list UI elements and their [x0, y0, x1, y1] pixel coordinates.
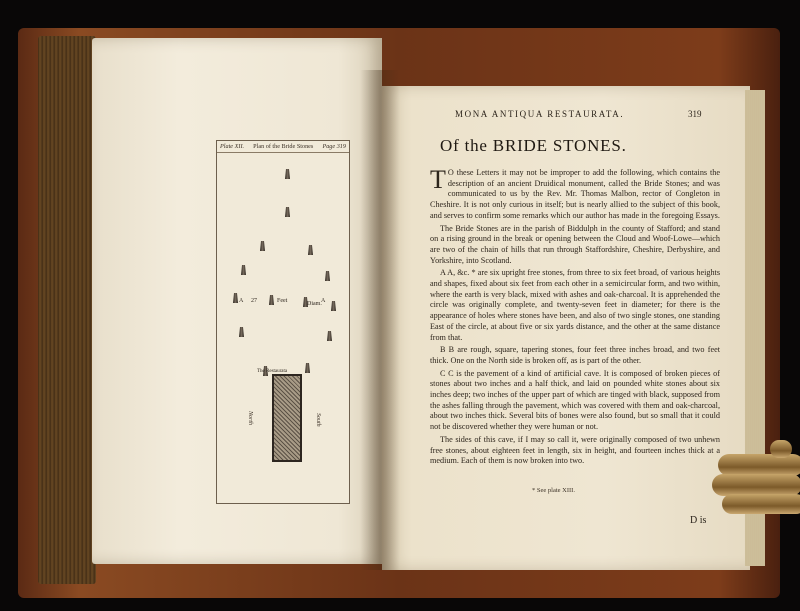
gutter-shadow	[360, 70, 400, 570]
plate-header	[217, 141, 349, 153]
stone	[239, 327, 244, 337]
paragraph: B B are rough, square, tapering stones, four feet three inches broad, and two feet thick. One on the North side is broken off, as is part of the other.	[430, 345, 720, 365]
running-head: MONA ANTIQUA RESTAURATA.	[455, 109, 625, 119]
stone	[269, 295, 274, 305]
label-a-left: A	[239, 298, 244, 304]
paragraph: C C is the pavement of a kind of artificial cave. It is composed of broken pieces of stones about two inches and a half thick, and laid on pounded white stones about six inches deep; two inches of the upper part of which are tinged with black, supposed from the ashes falling through the pavement, which was covered with them and oak-charcoal, about two inches thick. Several bits of bones were also found, but so small that it could not be discovered whether they were human or not.	[430, 368, 720, 432]
label-diameter: Diam.	[307, 301, 322, 307]
plate-title: Plan of the Bride Stones	[253, 143, 314, 150]
gilt-page-edge	[38, 36, 96, 584]
page-number: 319	[688, 109, 702, 119]
stone	[241, 265, 246, 275]
clip-bar	[770, 440, 792, 458]
stone	[308, 245, 313, 255]
paragraph-text: O these Letters it may not be improper to add the following, which contains the description of an ancient Druidical monument, called the Bride Stones; and was communicated to us by the Rev. Mr. Thomas Malbon, rector of Congleton in Cheshire. It is not only curious in itself; but is nearly allied to the subject of this book, and serves to confirm some remarks which our author has made in the foregoing Essays.	[430, 168, 720, 220]
footnote: * See plate XIII.	[532, 487, 575, 494]
label-a-right: A	[321, 298, 326, 304]
label-27: 27	[251, 298, 257, 304]
stone	[327, 331, 332, 341]
stone	[233, 293, 238, 303]
paragraph	[430, 165, 720, 222]
chapter-heading: Of the BRIDE STONES.	[440, 136, 627, 155]
label-feet: Feet	[277, 298, 288, 304]
clip-bar	[712, 474, 800, 496]
stone	[331, 301, 336, 311]
cave-pavement	[272, 374, 302, 462]
stone	[285, 169, 290, 179]
stone	[305, 363, 310, 373]
label-restaurata: The Restaurata	[257, 369, 288, 374]
drop-cap: T	[430, 165, 446, 194]
paragraph: The Bride Stones are in the parish of Biddulph in the county of Stafford; and stand on a rising ground in the break or opening between the Cloud and Woof-Lowe—which are two of the chain of hills that run through Staffordshire, Cheshire, Derbyshire, and Yorkshire, into Scotland.	[430, 223, 720, 265]
paragraph: A A, &c. * are six upright free stones, from three to six feet broad, of various heights and shapes, fixed about six feet from each other in a semicircular form, and two within, where the earth is very black, mixed with ashes and oak-charcoal. It is apprehended the circle was originally complete, and twenty-seven feet in diameter; for there is the appearance of holes where stones have been, and also of two single stones, one standing East of the circle, at about five or six yards distance, and the other at the same distance from that.	[430, 268, 720, 342]
engraved-plate	[216, 140, 350, 504]
label-north: North	[247, 411, 253, 426]
plate-number: Plate XII.	[220, 143, 245, 150]
catchword: D is	[690, 515, 707, 526]
paragraph: The sides of this cave, if I may so call it, were originally composed of two unhewn free stones, about eighteen feet in length, six in height, and fourteen inches thick at a medium. Each of them is now broken into two.	[430, 434, 720, 466]
label-south: South	[315, 413, 321, 427]
clip-bar	[722, 494, 800, 514]
stone	[285, 207, 290, 217]
body-text	[430, 165, 720, 469]
plate-page-ref: Page 319	[322, 143, 346, 150]
brass-book-clip	[708, 440, 800, 520]
stone	[325, 271, 330, 281]
clip-bar	[718, 454, 800, 476]
stone	[260, 241, 265, 251]
